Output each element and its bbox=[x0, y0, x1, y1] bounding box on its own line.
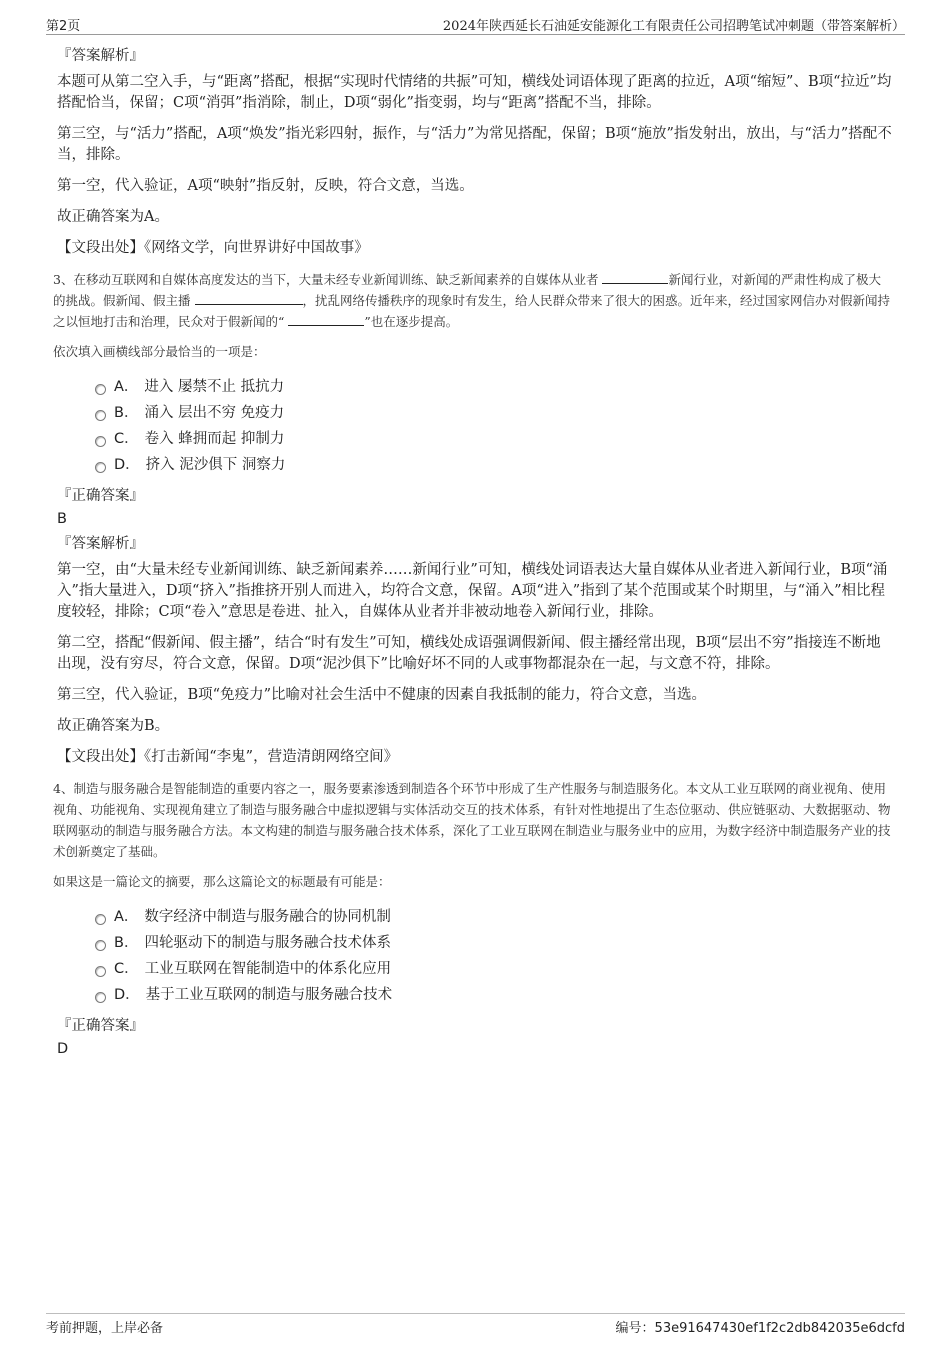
document-body bbox=[53, 42, 893, 1064]
analysis-paragraph: 第一空，代入验证，A项“映射”指反射，反映，符合文意，当选。 bbox=[57, 178, 474, 194]
analysis-paragraph: 第一空，由“大量未经专业新闻训练、缺乏新闻素养……新闻行业”可知，横线处词语表达大量自媒体从业者进入新闻行业，B项“涌入”指大量进入，D项“挤入”指推挤开别人而进入，均符合文意，保留。A项“进入”指到了某个范围或某个时期里，与“涌入”相比程度较轻，排除；C项“卷入”意思是卷进、扯入，自媒体从业者并非被动地卷入新闻行业，排除。 bbox=[57, 562, 888, 620]
analysis-paragraph: 第三空，与“活力”搭配，A项“焕发”指光彩四射，振作，与“活力”为常见搭配，保留；B项“施放”指发射出，放出，与“活力”搭配不当，排除。 bbox=[57, 126, 892, 163]
page-number: 第2页 bbox=[46, 19, 81, 34]
footer-slogan: 考前押题，上岸必备 bbox=[46, 1321, 164, 1336]
option-c[interactable]: C． 工业互联网在智能制造中的体系化应用 bbox=[95, 956, 893, 982]
fill-blank bbox=[288, 312, 364, 326]
document-title: 2024年陕西延长石油延安能源化工有限责任公司招聘笔试冲刺题（带答案解析） bbox=[442, 19, 905, 34]
radio-button-icon[interactable] bbox=[95, 436, 106, 447]
analysis-paragraph: 本题可从第二空入手，与“距离”搭配，根据“实现时代情绪的共振”可知，横线处词语体现了距离的拉近，A项“缩短”、B项“拉近”均搭配恰当，保留；C项“消弭”指消除，制止，D项“弱化”指变弱，均与“距离”搭配不当，排除。 bbox=[57, 74, 892, 111]
source-line: 【文段出处】《网络文学，向世界讲好中国故事》 bbox=[57, 240, 369, 256]
option-d[interactable]: D． 挤入 泥沙俱下 洞察力 bbox=[95, 452, 893, 478]
analysis-paragraph: 第二空，搭配“假新闻、假主播”，结合“时有发生”可知，横线处成语强调假新闻、假主播经常出现，B项“层出不穷”指接连不断地出现，没有穷尽，符合文意，保留。D项“泥沙俱下”比喻好坏不同的人或事物都混杂在一起，与文意不符，排除。 bbox=[57, 635, 881, 672]
document-code: 编号：53e91647430ef1f2c2db842035e6dcfd bbox=[615, 1321, 905, 1336]
radio-button-icon[interactable] bbox=[95, 966, 106, 977]
option-b[interactable]: B． 四轮驱动下的制造与服务融合技术体系 bbox=[95, 930, 893, 956]
radio-button-icon[interactable] bbox=[95, 940, 106, 951]
radio-button-icon[interactable] bbox=[95, 992, 106, 1003]
correct-answer: D bbox=[57, 1041, 69, 1057]
analysis-label: 『答案解析』 bbox=[57, 48, 144, 64]
radio-button-icon[interactable] bbox=[95, 384, 106, 395]
analysis-paragraph: 第三空，代入验证，B项“免疫力”比喻对社会生活中不健康的因素自我抵制的能力，符合文意，当选。 bbox=[57, 687, 706, 703]
radio-button-icon[interactable] bbox=[95, 914, 106, 925]
question-4-prompt: 如果这是一篇论文的摘要，那么这篇论文的标题最有可能是： bbox=[53, 874, 391, 889]
question-3-options bbox=[95, 374, 893, 478]
analysis-label: 『答案解析』 bbox=[57, 536, 144, 552]
correct-answer-label: 『正确答案』 bbox=[57, 488, 144, 504]
option-c[interactable]: C． 卷入 蜂拥而起 抑制力 bbox=[95, 426, 893, 452]
correct-answer: B bbox=[57, 511, 67, 527]
analysis-paragraph: 故正确答案为A。 bbox=[57, 209, 169, 225]
option-d[interactable]: D． 基于工业互联网的制造与服务融合技术 bbox=[95, 982, 893, 1008]
source-line: 【文段出处】《打击新闻“李鬼”，营造清朗网络空间》 bbox=[57, 749, 399, 765]
option-a[interactable]: A． 进入 屡禁不止 抵抗力 bbox=[95, 374, 893, 400]
option-a[interactable]: A． 数字经济中制造与服务融合的协同机制 bbox=[95, 904, 893, 930]
question-3-prompt: 依次填入画横线部分最恰当的一项是： bbox=[53, 344, 266, 359]
option-b[interactable]: B． 涌入 层出不穷 免疫力 bbox=[95, 400, 893, 426]
question-4-options bbox=[95, 904, 893, 1008]
correct-answer-label: 『正确答案』 bbox=[57, 1018, 144, 1034]
fill-blank bbox=[195, 291, 303, 305]
radio-button-icon[interactable] bbox=[95, 410, 106, 421]
radio-button-icon[interactable] bbox=[95, 462, 106, 473]
page-header bbox=[46, 12, 905, 35]
page-footer bbox=[46, 1313, 905, 1336]
question-3-stem: 3、在移动互联网和自媒体高度发达的当下，大量未经专业新闻训练、缺乏新闻素养的自媒体从业者 新闻行业，对新闻的严肃性构成了极大的挑战。假新闻、假主播 ，扰乱网络传播秩序的现象时有发生，给人民群众带来了很大的困惑。近年来，经过国家网信办对假新闻持之以恒地打击和治理，民众对于假新闻的“ ”也在逐步提高。 bbox=[53, 272, 891, 329]
question-4-stem: 4、制造与服务融合是智能制造的重要内容之一，服务要素渗透到制造各个环节中形成了生产性服务与制造服务化。本文从工业互联网的商业视角、使用视角、功能视角、实现视角建立了制造与服务融合中虚拟逻辑与实体活动交互的技术体系，有针对性地提出了生态位驱动、供应链驱动、大数据驱动、物联网驱动的制造与服务融合方法。本文构建的制造与服务融合技术体系，深化了工业互联网在制造业与服务业中的应用，为数字经济中制造服务产业的技术创新奠定了基础。 bbox=[53, 781, 891, 859]
analysis-paragraph: 故正确答案为B。 bbox=[57, 718, 170, 734]
fill-blank bbox=[602, 270, 668, 284]
